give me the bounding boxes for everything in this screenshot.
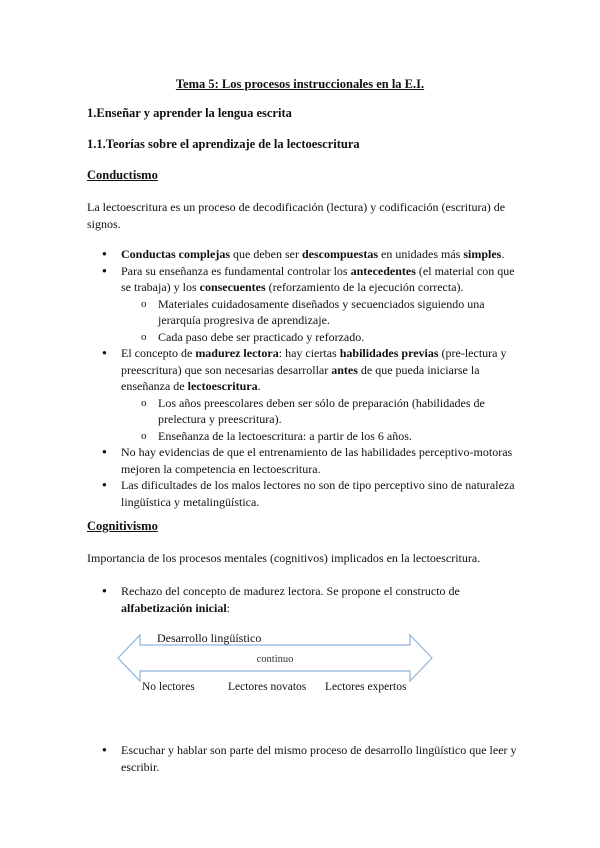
list-item: ● No hay evidencias de que el entrenamiento de las habilidades perceptivo-motoras mejoren la competencia en lectoescritura. [87, 444, 527, 477]
cognitivismo-intro: Importancia de los procesos mentales (cognitivos) implicados en la lectoescritura. [87, 551, 481, 565]
conductismo-intro: La lectoescritura es un proceso de decodificación (lectura) y codificación (escritura) de signos. [87, 200, 506, 231]
list-item: ● El concepto de madurez lectora: hay ciertas habilidades previas (pre-lectura y preescritura) que son necesarias desarrollar antes de que pueda iniciarse la enseñanza de lectoescritura. o Los años preescolares deben ser sólo de preparación (habilidades de prelectura y preescritura). o Enseñanza de la lectoescritura: a partir de los 6 años. [87, 345, 527, 444]
subsection-heading: 1.1.Teorías sobre el aprendizaje de la lectoescritura [87, 137, 360, 151]
section-heading: 1.Enseñar y aprender la lengua escrita [87, 106, 292, 120]
diagram-label-expertos: Lectores expertos [325, 681, 407, 693]
diagram-top-label: Desarrollo lingüístico [157, 631, 262, 645]
diagram-center-label: continuo [256, 654, 294, 665]
list-item: ● Rechazo del concepto de madurez lectora. Se propone el constructo de alfabetización inicial: [87, 583, 527, 616]
list-item: ● Conductas complejas que deben ser descompuestas en unidades más simples. [87, 246, 527, 263]
conductismo-list [87, 246, 527, 510]
list-item: ● Las dificultades de los malos lectores no son de tipo perceptivo sino de naturaleza lingüística y metalingüística. [87, 477, 527, 510]
cognitivismo-list-2 [87, 742, 527, 775]
cognitivismo-heading: Cognitivismo [87, 519, 158, 533]
list-item: ● Escuchar y hablar son parte del mismo proceso de desarrollo lingüístico que leer y escribir. [87, 742, 527, 775]
diagram-label-no-lectores: No lectores [142, 681, 195, 693]
sub-list-item: o Materiales cuidadosamente diseñados y secuenciados siguiendo una jerarquía progresiva de aprendizaje. [121, 296, 527, 329]
cognitivismo-list [87, 583, 527, 616]
development-continuum-diagram [110, 625, 440, 700]
conductismo-heading: Conductismo [87, 168, 158, 182]
diagram-label-novatos: Lectores novatos [228, 681, 307, 693]
list-item: ● Para su enseñanza es fundamental controlar los antecedentes (el material con que se trabaja) y los consecuentes (reforzamiento de la ejecución correcta). o Materiales cuidadosamente diseñados y secuenciados siguiendo una jerarquía progresiva de aprendizaje. o Cada paso debe ser practicado y reforzado. [87, 263, 527, 346]
page-title: Tema 5: Los procesos instruccionales en la E.I. [175, 77, 425, 91]
sub-list-item: o Enseñanza de la lectoescritura: a partir de los 6 años. [121, 428, 527, 445]
sub-list-item: o Cada paso debe ser practicado y reforzado. [121, 329, 527, 346]
sub-list-item: o Los años preescolares deben ser sólo de preparación (habilidades de prelectura y preescritura). [121, 395, 527, 428]
